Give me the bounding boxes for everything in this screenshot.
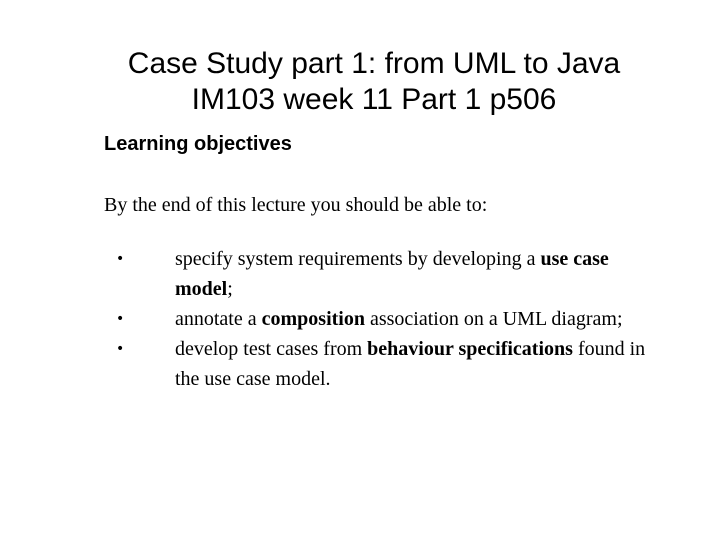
slide-title-line-1: Case Study part 1: from UML to Java — [127, 47, 621, 80]
objective-text: specify system requirements by developing a — [175, 248, 541, 270]
objective-keyword: use case model — [175, 248, 609, 300]
objective-text: annotate a — [175, 308, 262, 330]
bullet-icon: • — [116, 251, 125, 267]
objective-item — [104, 304, 664, 334]
bullet-icon: • — [116, 311, 125, 327]
section-heading: Learning objectives — [104, 133, 292, 155]
objective-item — [104, 334, 664, 394]
objective-item — [104, 244, 664, 304]
intro-text: By the end of this lecture you should be able to: — [104, 194, 488, 216]
objective-keyword: behaviour specifications — [367, 338, 573, 360]
objective-text-end: found in the use case model. — [175, 338, 646, 390]
objective-keyword: composition — [261, 308, 365, 330]
slide-title-line-2: IM103 week 11 Part 1 p506 — [191, 83, 557, 116]
slide-title — [0, 46, 720, 118]
objectives-list — [104, 244, 664, 394]
objective-text-end: association on a UML diagram; — [364, 308, 623, 330]
objective-text-end: ; — [227, 278, 233, 300]
bullet-icon: • — [116, 341, 125, 357]
objective-text: develop test cases from — [175, 338, 368, 360]
